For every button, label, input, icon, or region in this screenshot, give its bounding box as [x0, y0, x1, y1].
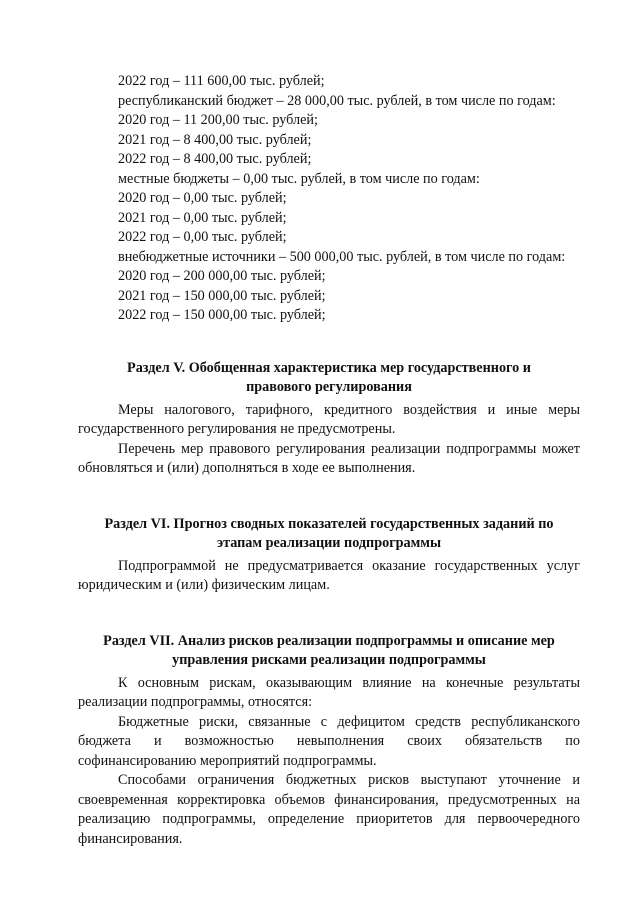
section-5-heading: [78, 359, 580, 398]
funding-paragraph: республиканский бюджет – 28 000,00 тыс. рублей, в том числе по годам:: [118, 92, 556, 109]
spacer: [78, 596, 580, 632]
section-7-paragraph: Бюджетные риски, связанные с дефицитом средств республиканского бюджета и возможностью невыполнения своих обязательств по софинансированию мероприятий подпрограммы.: [78, 713, 580, 769]
funding-line: 2022 год – 111 600,00 тыс. рублей;: [118, 73, 325, 89]
funding-line: 2021 год – 150 000,00 тыс. рублей;: [118, 287, 326, 304]
funding-line: 2021 год – 8 400,00 тыс. рублей;: [118, 131, 312, 148]
funding-paragraph: внебюджетные источники – 500 000,00 тыс. рублей, в том числе по годам:: [118, 248, 566, 265]
spacer: [78, 479, 580, 515]
section-5-paragraph: Меры налогового, тарифного, кредитного воздействия и иные меры государственного регулирования не предусмотрены.: [78, 401, 580, 437]
funding-line: 2022 год – 8 400,00 тыс. рублей;: [118, 151, 312, 167]
funding-line: 2020 год – 200 000,00 тыс. рублей;: [118, 268, 326, 284]
section-6-heading-line: Раздел VI. Прогноз сводных показателей государственных заданий по: [104, 515, 554, 532]
section-7-paragraph: К основным рискам, оказывающим влияние на конечные результаты реализации подпрограммы, относятся:: [78, 674, 580, 710]
section-7-heading: [78, 632, 580, 671]
funding-line: 2022 год – 150 000,00 тыс. рублей;: [118, 307, 326, 323]
spacer: [78, 326, 580, 359]
section-5-heading-line: Раздел V. Обобщенная характеристика мер государственного и: [127, 359, 531, 376]
funding-line: местные бюджеты – 0,00 тыс. рублей, в том числе по годам:: [118, 170, 480, 187]
section-7-heading-line: Раздел VII. Анализ рисков реализации подпрограммы и описание мер: [103, 632, 555, 649]
funding-line: 2022 год – 0,00 тыс. рублей;: [118, 229, 287, 245]
section-5-heading-line: правового регулирования: [246, 379, 412, 395]
section-5-paragraph: Перечень мер правового регулирования реализации подпрограммы может обновляться и (или) дополняться в ходе ее выполнения.: [78, 440, 580, 476]
funding-line: 2021 год – 0,00 тыс. рублей;: [118, 209, 287, 226]
section-6-paragraph: Подпрограммой не предусматривается оказание государственных услуг юридическим и (или) физическим лицам.: [78, 557, 580, 593]
section-6-heading: [78, 515, 580, 554]
section-7-paragraph: Способами ограничения бюджетных рисков выступают уточнение и своевременная корректировка объемов финансирования, предусмотренных на реализацию подпрограммы, определение приоритетов для первоочередного финансирования.: [78, 772, 580, 847]
funding-line: 2020 год – 0,00 тыс. рублей;: [118, 190, 287, 206]
section-6-heading-line: этапам реализации подпрограммы: [216, 535, 442, 551]
funding-line: 2020 год – 11 200,00 тыс. рублей;: [118, 112, 318, 128]
section-7-heading-line: управления рисками реализации подпрограммы: [172, 652, 486, 668]
